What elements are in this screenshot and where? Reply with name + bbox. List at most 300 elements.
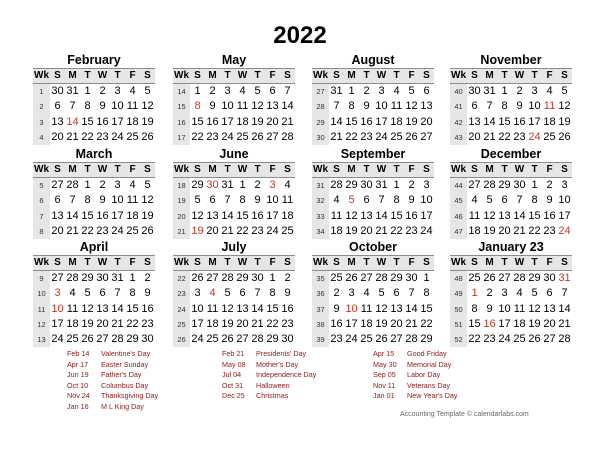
week-number: 46: [450, 209, 467, 224]
weekday-label: F: [546, 164, 553, 175]
day-cell: 6: [501, 194, 508, 207]
week-row: [450, 209, 572, 224]
day-cell: 3: [378, 85, 385, 97]
day-cell: 24: [51, 333, 64, 346]
week-row: [450, 178, 572, 193]
day-cell: 20: [360, 224, 373, 237]
day-cell: 1: [471, 287, 478, 300]
week-number-header: Wk: [313, 164, 328, 175]
week-row: [450, 193, 572, 208]
holiday-entry: [222, 360, 316, 371]
day-cell: 2: [284, 272, 291, 284]
holiday-entry: [222, 370, 316, 381]
day-cell: 13: [51, 115, 64, 128]
week-number: 38: [312, 317, 329, 332]
weekday-label: S: [194, 257, 201, 268]
day-cell: 21: [483, 130, 496, 143]
day-cell: 12: [375, 302, 388, 315]
day-cell: 23: [330, 333, 343, 346]
day-cell: 10: [111, 194, 124, 207]
day-cell: 6: [269, 85, 276, 97]
day-cell: 20: [390, 317, 403, 330]
holiday-name: Veterans Day: [407, 380, 451, 390]
week-row: [312, 332, 434, 347]
day-cell: 11: [468, 209, 481, 222]
week-row: [312, 317, 434, 332]
day-cell: 11: [66, 302, 79, 315]
week-number: 39: [312, 332, 329, 347]
day-cell: 30: [51, 85, 64, 97]
day-cell: 15: [345, 115, 358, 128]
day-cell: 21: [66, 130, 79, 143]
day-cell: 10: [266, 194, 279, 207]
day-cell: 15: [468, 317, 481, 330]
day-cell: 26: [345, 272, 358, 284]
weekday-label: S: [144, 164, 151, 175]
day-cell: 6: [209, 194, 216, 207]
day-cell: 23: [405, 224, 418, 237]
day-cell: 8: [239, 194, 246, 207]
day-cell: 7: [378, 194, 385, 207]
day-cell: 20: [236, 317, 249, 330]
day-cell: 13: [498, 209, 511, 222]
weekday-label: T: [84, 70, 91, 81]
weekday-header: [450, 162, 572, 178]
day-cell: 11: [126, 194, 139, 207]
week-row: [173, 302, 295, 317]
week-number: 6: [33, 193, 50, 208]
week-row: [312, 286, 434, 301]
day-cell: 4: [471, 194, 478, 207]
weekday-label: W: [514, 70, 525, 81]
holiday-name: M L King Day: [101, 401, 144, 411]
day-cell: 4: [393, 85, 400, 97]
day-cell: 18: [360, 317, 373, 330]
day-cell: 9: [254, 194, 261, 207]
day-cell: 1: [348, 85, 355, 97]
week-row: [33, 302, 155, 317]
day-cell: 8: [129, 287, 136, 300]
holiday-name: Memorial Day: [407, 359, 452, 369]
day-cell: 27: [468, 179, 481, 191]
day-cell: 6: [239, 287, 246, 300]
week-number-header: Wk: [34, 164, 49, 175]
day-cell: 16: [330, 317, 343, 330]
day-cell: 23: [513, 130, 526, 143]
day-cell: 29: [81, 272, 94, 284]
day-cell: 20: [51, 224, 64, 237]
weekday-label: S: [144, 257, 151, 268]
day-cell: 22: [468, 333, 481, 346]
day-cell: 15: [390, 209, 403, 222]
week-row: [173, 332, 295, 347]
day-cell: 8: [84, 194, 91, 207]
day-cell: 18: [236, 115, 249, 128]
day-cell: 28: [111, 333, 124, 346]
day-cell: 15: [266, 302, 279, 315]
month-block: [33, 240, 155, 347]
weekday-label: F: [269, 257, 276, 268]
holiday-date: Jul 04: [222, 370, 242, 380]
holiday-entry: [67, 370, 158, 381]
day-cell: 26: [375, 333, 388, 346]
weekday-label: S: [284, 70, 291, 81]
day-cell: 7: [69, 100, 76, 113]
footer-credit: Accounting Template © calendarlabs.com: [400, 411, 529, 418]
day-cell: 18: [390, 115, 403, 128]
day-cell: 2: [99, 85, 106, 97]
day-cell: 26: [221, 333, 234, 346]
weekday-label: M: [347, 164, 356, 175]
weekday-label: W: [237, 257, 248, 268]
day-cell: 4: [129, 85, 136, 97]
week-row: [450, 115, 572, 130]
holiday-entry: [222, 391, 316, 402]
day-cell: 8: [393, 194, 400, 207]
day-cell: 7: [114, 287, 121, 300]
weekday-label: S: [561, 70, 568, 81]
day-cell: 4: [516, 287, 523, 300]
day-cell: 28: [330, 179, 343, 191]
day-cell: 4: [546, 85, 553, 97]
day-cell: 28: [558, 333, 571, 346]
day-cell: 3: [561, 179, 568, 191]
week-number: 21: [173, 224, 190, 239]
weekday-label: T: [363, 70, 370, 81]
week-row: [312, 178, 434, 193]
week-row: [173, 286, 295, 301]
holiday-name: Halloween: [256, 380, 290, 390]
day-cell: 26: [141, 130, 154, 143]
day-cell: 2: [408, 179, 415, 191]
weekday-label: T: [393, 164, 400, 175]
day-cell: 25: [126, 224, 139, 237]
day-cell: 2: [486, 287, 493, 300]
day-cell: 21: [558, 317, 571, 330]
day-cell: 9: [546, 194, 553, 207]
day-cell: 3: [423, 179, 430, 191]
day-cell: 9: [408, 194, 415, 207]
month-title: September: [340, 147, 406, 161]
holiday-date: Jan 01: [373, 391, 395, 401]
day-cell: 10: [221, 100, 234, 113]
day-cell: 22: [191, 130, 204, 143]
day-cell: 11: [360, 302, 373, 315]
holiday-name: Good Friday: [407, 349, 447, 358]
day-cell: 28: [66, 179, 79, 191]
week-number: 31: [312, 178, 329, 193]
day-cell: 10: [375, 100, 388, 113]
day-cell: 21: [66, 224, 79, 237]
day-cell: 25: [281, 224, 294, 237]
week-row: [33, 332, 155, 347]
holiday-date: Feb 14: [67, 349, 90, 358]
day-cell: 23: [543, 224, 556, 237]
day-cell: 31: [111, 272, 124, 284]
holiday-date: May 30: [373, 359, 397, 369]
week-row: [450, 317, 572, 332]
holiday-column: [373, 349, 458, 402]
day-cell: 5: [144, 85, 151, 97]
day-cell: 12: [483, 209, 496, 222]
day-cell: 11: [126, 100, 139, 113]
day-cell: 19: [528, 317, 541, 330]
week-number: 10: [33, 286, 50, 301]
day-cell: 22: [390, 224, 403, 237]
day-cell: 12: [191, 209, 204, 222]
day-cell: 10: [51, 302, 64, 315]
day-cell: 22: [236, 224, 249, 237]
week-number-header: Wk: [313, 70, 328, 81]
week-number: 45: [450, 193, 467, 208]
day-cell: 2: [99, 179, 106, 191]
day-cell: 18: [126, 115, 139, 128]
day-cell: 17: [558, 209, 571, 222]
week-row: [450, 130, 572, 145]
day-cell: 7: [224, 194, 231, 207]
weekday-label: S: [333, 70, 340, 81]
weekday-label: T: [254, 164, 261, 175]
day-cell: 12: [221, 302, 234, 315]
week-number: 44: [450, 178, 467, 193]
day-cell: 17: [345, 317, 358, 330]
holiday-name: Christmas: [256, 391, 289, 401]
weekday-label: T: [363, 257, 370, 268]
weekday-label: F: [129, 257, 136, 268]
day-cell: 24: [111, 224, 124, 237]
week-row: [33, 193, 155, 208]
day-cell: 17: [375, 115, 388, 128]
weekday-label: T: [393, 70, 400, 81]
day-cell: 24: [266, 224, 279, 237]
day-cell: 23: [281, 317, 294, 330]
weekday-label: S: [333, 257, 340, 268]
day-cell: 17: [51, 317, 64, 330]
weekday-header: [173, 68, 295, 84]
day-cell: 19: [375, 317, 388, 330]
day-cell: 7: [69, 194, 76, 207]
weekday-label: W: [376, 70, 387, 81]
week-row: [33, 84, 155, 99]
week-row: [312, 209, 434, 224]
day-cell: 20: [206, 224, 219, 237]
day-cell: 9: [209, 100, 216, 113]
weekday-label: W: [376, 257, 387, 268]
weekday-label: F: [269, 164, 276, 175]
week-number-header: Wk: [174, 70, 189, 81]
weekday-header: [33, 68, 155, 84]
day-cell: 15: [81, 209, 94, 222]
day-cell: 15: [126, 302, 139, 315]
day-cell: 16: [543, 209, 556, 222]
day-cell: 5: [144, 179, 151, 191]
week-number: 2: [33, 99, 50, 114]
week-row: [450, 332, 572, 347]
month-title: December: [480, 147, 542, 161]
day-cell: 8: [531, 194, 538, 207]
weekday-label: M: [208, 257, 217, 268]
week-row: [33, 286, 155, 301]
day-cell: 27: [266, 130, 279, 143]
day-cell: 25: [513, 333, 526, 346]
day-cell: 16: [141, 302, 154, 315]
weekday-label: T: [84, 257, 91, 268]
day-cell: 17: [420, 209, 433, 222]
day-cell: 13: [390, 302, 403, 315]
holiday-entry: [222, 349, 316, 360]
day-cell: 18: [206, 317, 219, 330]
day-cell: 2: [254, 179, 261, 191]
day-cell: 21: [251, 317, 264, 330]
holiday-entry: [67, 391, 158, 402]
day-cell: 23: [483, 333, 496, 346]
holiday-name: Thanksgiving Day: [101, 391, 159, 401]
day-cell: 1: [239, 179, 246, 191]
day-cell: 5: [486, 194, 493, 207]
day-cell: 13: [468, 115, 481, 128]
day-cell: 15: [81, 115, 94, 128]
day-cell: 7: [284, 85, 291, 97]
day-cell: 9: [99, 194, 106, 207]
day-cell: 15: [498, 115, 511, 128]
day-cell: 20: [468, 130, 481, 143]
day-cell: 3: [194, 287, 201, 300]
day-cell: 19: [141, 209, 154, 222]
day-cell: 30: [251, 272, 264, 284]
weekday-label: S: [284, 164, 291, 175]
day-cell: 22: [81, 130, 94, 143]
weekday-label: W: [376, 164, 387, 175]
weekday-label: W: [97, 70, 108, 81]
day-cell: 21: [111, 317, 124, 330]
day-cell: 19: [483, 224, 496, 237]
week-row: [312, 193, 434, 208]
week-number: 4: [33, 130, 50, 145]
day-cell: 30: [360, 179, 373, 191]
day-cell: 5: [84, 287, 91, 300]
holiday-name: Independence Day: [256, 370, 317, 380]
week-row: [450, 224, 572, 239]
day-cell: 25: [468, 272, 481, 284]
day-cell: 6: [363, 194, 370, 207]
week-number-header: Wk: [34, 70, 49, 81]
day-cell: 13: [96, 302, 109, 315]
day-cell: 14: [558, 302, 571, 315]
day-cell: 29: [126, 333, 139, 346]
weekday-label: S: [284, 257, 291, 268]
day-cell: 27: [360, 272, 373, 284]
week-number: 8: [33, 224, 50, 239]
day-cell: 19: [221, 317, 234, 330]
day-cell: 8: [471, 302, 478, 315]
day-cell: 7: [408, 287, 415, 300]
weekday-label: S: [423, 164, 430, 175]
day-cell: 30: [513, 179, 526, 191]
day-cell: 10: [498, 302, 511, 315]
week-row: [173, 271, 295, 286]
weekday-header: [312, 68, 434, 84]
day-cell: 30: [96, 272, 109, 284]
week-row: [173, 178, 295, 193]
day-cell: 25: [390, 130, 403, 143]
day-cell: 27: [543, 333, 556, 346]
weekday-label: W: [97, 164, 108, 175]
weekday-label: S: [144, 70, 151, 81]
week-number: 9: [33, 271, 50, 286]
day-cell: 10: [345, 302, 358, 315]
day-cell: 28: [375, 272, 388, 284]
day-cell: 20: [96, 317, 109, 330]
week-number: 12: [33, 317, 50, 332]
day-cell: 4: [363, 287, 370, 300]
week-number: 22: [173, 271, 190, 286]
weekday-label: T: [254, 70, 261, 81]
holiday-date: Sep 05: [373, 370, 396, 380]
weekday-label: S: [561, 257, 568, 268]
week-number: 16: [173, 115, 190, 130]
day-cell: 23: [251, 224, 264, 237]
week-row: [33, 178, 155, 193]
week-number-header: Wk: [451, 257, 466, 268]
day-cell: 17: [221, 115, 234, 128]
month-block: [450, 240, 572, 347]
week-number-header: Wk: [34, 257, 49, 268]
day-cell: 17: [111, 115, 124, 128]
weekday-label: S: [54, 70, 61, 81]
day-cell: 29: [266, 333, 279, 346]
day-cell: 6: [54, 100, 61, 113]
day-cell: 16: [96, 115, 109, 128]
day-cell: 25: [543, 130, 556, 143]
day-cell: 11: [236, 100, 249, 113]
day-cell: 8: [348, 100, 355, 113]
holiday-entry: [373, 370, 458, 381]
day-cell: 30: [543, 272, 556, 284]
day-cell: 17: [191, 317, 204, 330]
holiday-date: Jan 16: [67, 401, 89, 411]
week-row: [173, 115, 295, 130]
week-row: [312, 115, 434, 130]
day-cell: 16: [251, 209, 264, 222]
day-cell: 22: [528, 224, 541, 237]
holiday-entry: [373, 381, 458, 392]
day-cell: 4: [69, 287, 76, 300]
day-cell: 23: [96, 130, 109, 143]
weekday-header: [173, 255, 295, 271]
day-cell: 12: [528, 302, 541, 315]
day-cell: 21: [375, 224, 388, 237]
week-number: 49: [450, 286, 467, 301]
weekday-label: T: [363, 164, 370, 175]
week-number: 42: [450, 115, 467, 130]
day-cell: 2: [546, 179, 553, 191]
day-cell: 7: [254, 287, 261, 300]
day-cell: 5: [194, 194, 201, 207]
weekday-label: T: [501, 164, 508, 175]
weekday-label: T: [114, 70, 121, 81]
day-cell: 26: [191, 272, 204, 284]
day-cell: 29: [191, 179, 204, 191]
day-cell: 19: [345, 224, 358, 237]
week-number: 43: [450, 130, 467, 145]
day-cell: 16: [513, 115, 526, 128]
day-cell: 11: [206, 302, 219, 315]
weekday-label: S: [194, 164, 201, 175]
day-cell: 15: [528, 209, 541, 222]
weekday-label: T: [84, 164, 91, 175]
day-cell: 3: [348, 287, 355, 300]
month-title: August: [351, 53, 395, 67]
